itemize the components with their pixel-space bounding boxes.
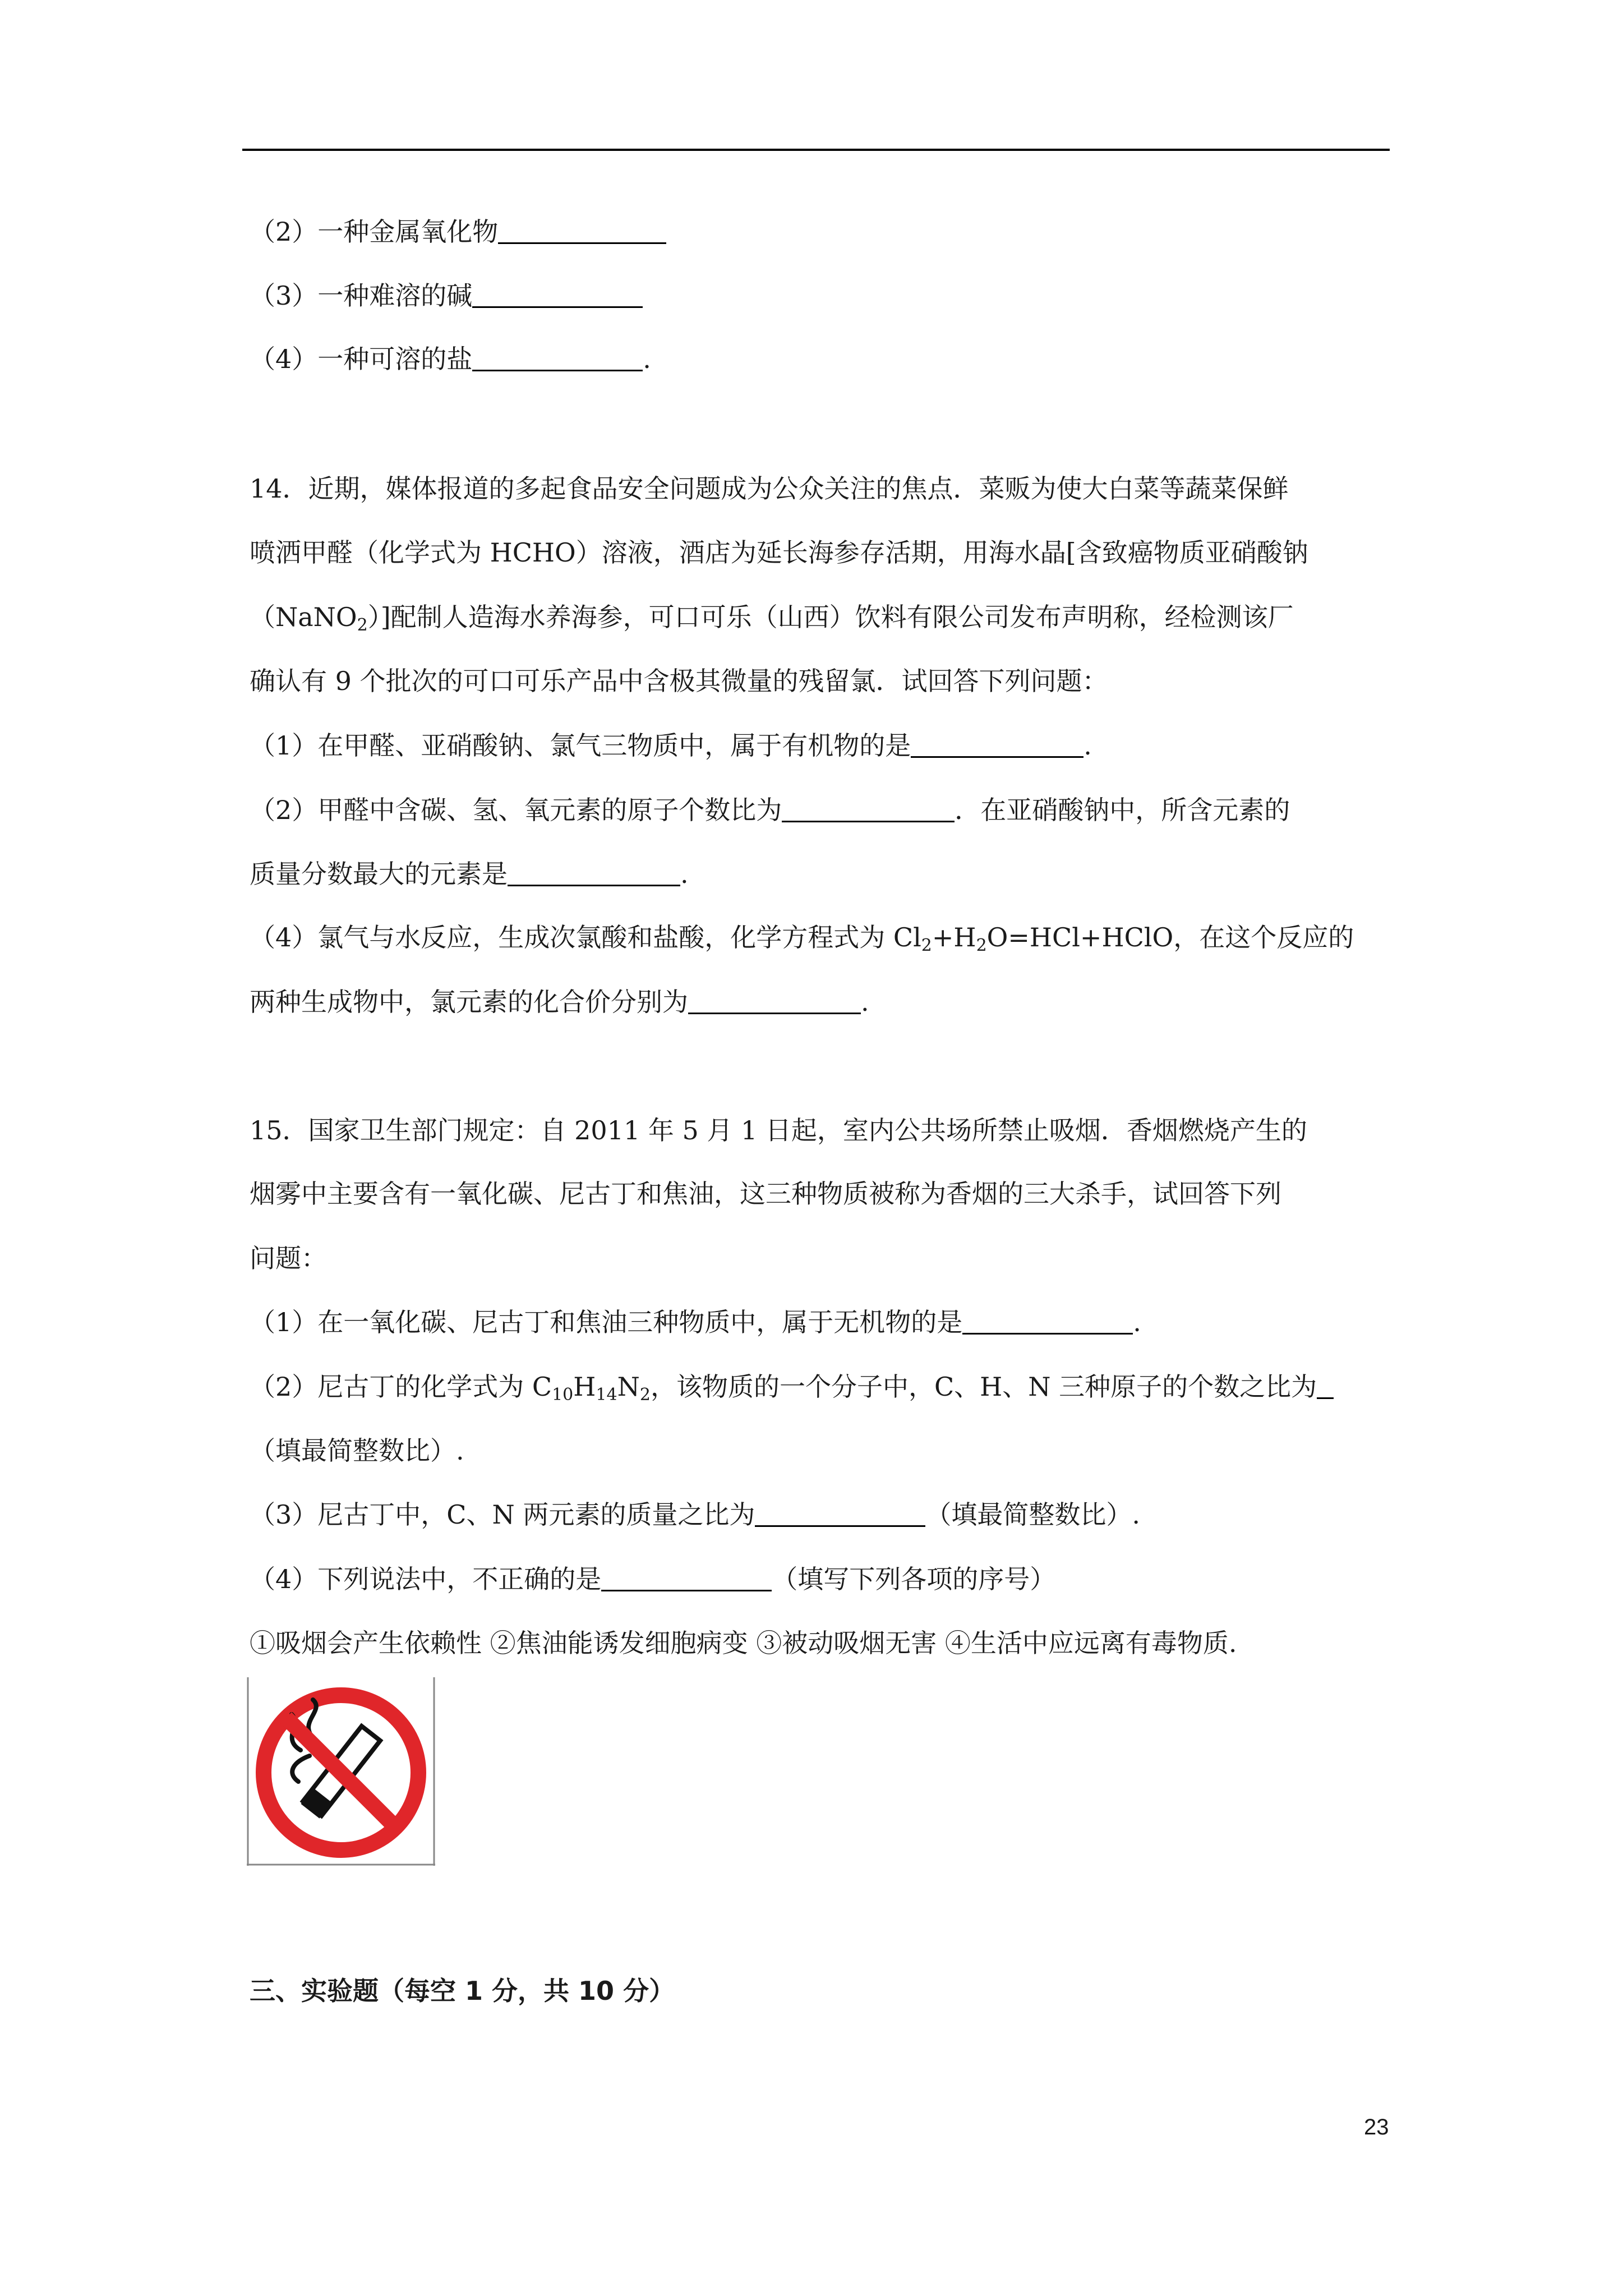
- answer-blank[interactable]: [688, 988, 861, 1014]
- subscript: 2: [976, 936, 987, 955]
- q15-sub-4: [250, 1562, 1055, 1596]
- text: （填最简整数比）.: [925, 1499, 1140, 1530]
- section-heading: 三、实验题（每空 1 分，共 10 分）: [250, 1976, 675, 2006]
- period: .: [1133, 1307, 1141, 1337]
- subscript: 2: [357, 615, 368, 635]
- q13-item-3: [250, 279, 643, 312]
- answer-blank[interactable]: [755, 1501, 925, 1527]
- text: ）]配制人造海水养海参，可口可乐（山西）饮料有限公司发布声明称，经检测该厂: [367, 602, 1294, 632]
- text: 两种生成物中，氯元素的化合价分别为: [250, 987, 688, 1017]
- q13-item-4: [250, 342, 651, 376]
- period: .: [680, 859, 689, 889]
- answer-blank[interactable]: [508, 860, 680, 886]
- answer-blank[interactable]: [498, 218, 666, 244]
- text: +H: [932, 922, 976, 953]
- answer-blank[interactable]: [601, 1565, 772, 1591]
- text: （填写下列各项的序号）: [772, 1564, 1056, 1594]
- period: .: [861, 987, 869, 1017]
- q13-item-2-text: （2）一种金属氧化物: [250, 217, 499, 247]
- answer-blank[interactable]: [472, 345, 643, 371]
- text: （1）在一氧化碳、尼古丁和焦油三种物质中，属于无机物的是: [250, 1307, 963, 1337]
- q14-sub-2-cont: [250, 857, 689, 891]
- q14-sub-2: [250, 793, 1290, 827]
- text: （2）尼古丁的化学式为 C: [250, 1372, 552, 1402]
- q15-sub-3: [250, 1498, 1140, 1531]
- q14-sub-4-cont: [250, 985, 869, 1019]
- q15-stem-line-2: 烟雾中主要含有一氧化碳、尼古丁和焦油，这三种物质被称为香烟的三大杀手，试回答下列: [250, 1179, 1281, 1209]
- text: （NaNO: [250, 602, 357, 632]
- q15-stem-line-1: 15．国家卫生部门规定：自 2011 年 5 月 1 日起，室内公共场所禁止吸烟．香烟燃烧产生的: [250, 1115, 1307, 1145]
- text: 质量分数最大的元素是: [250, 859, 508, 889]
- header-rule: [242, 149, 1390, 151]
- q15-sub-2-cont: （填最简整数比）.: [250, 1435, 464, 1466]
- text: （2）甲醛中含碳、氢、氧元素的原子个数比为: [250, 795, 782, 825]
- period: .: [643, 344, 651, 374]
- text: ，该物质的一个分子中，C、H、N 三种原子的个数之比为: [650, 1372, 1317, 1402]
- q15-sub-2: [250, 1370, 1334, 1404]
- q14-stem-line-2: 喷洒甲醛（化学式为 HCHO）溶液，酒店为延长海参存活期，用海水晶[含致癌物质亚硝酸钠: [250, 537, 1308, 568]
- answer-blank[interactable]: [1317, 1373, 1334, 1399]
- text: （4）下列说法中，不正确的是: [250, 1564, 602, 1594]
- answer-blank[interactable]: [472, 282, 643, 308]
- answer-blank[interactable]: [782, 796, 955, 822]
- text: （3）尼古丁中，C、N 两元素的质量之比为: [250, 1499, 755, 1530]
- period: .: [1083, 730, 1092, 761]
- subscript: 14: [596, 1385, 617, 1405]
- subscript: 10: [552, 1385, 574, 1405]
- text: ．在亚硝酸钠中，所含元素的: [955, 795, 1290, 825]
- q15-stem-line-3: 问题：: [250, 1243, 327, 1273]
- q14-stem-line-1: 14．近期，媒体报道的多起食品安全问题成为公众关注的焦点．菜贩为使大白菜等蔬菜保鲜: [250, 473, 1289, 504]
- subscript: 2: [921, 936, 932, 955]
- q14-stem-line-4: 确认有 9 个批次的可口可乐产品中含极其微量的残留氯．试回答下列问题：: [250, 666, 1108, 696]
- text: O=HCl+HClO，在这个反应的: [986, 922, 1354, 953]
- page-number: 23: [1364, 2115, 1389, 2139]
- text: H: [573, 1372, 596, 1402]
- text: （1）在甲醛、亚硝酸钠、氯气三物质中，属于有机物的是: [250, 730, 911, 761]
- q13-item-2: [250, 215, 666, 249]
- subscript: 2: [639, 1385, 651, 1405]
- answer-blank[interactable]: [911, 731, 1083, 758]
- answer-blank[interactable]: [962, 1308, 1133, 1335]
- q15-options: ①吸烟会产生依赖性 ②焦油能诱发细胞病变 ③被动吸烟无害 ④生活中应远离有毒物质.: [250, 1628, 1237, 1658]
- q15-sub-1: [250, 1305, 1141, 1339]
- q14-stem-line-3: [250, 600, 1294, 634]
- q13-item-3-text: （3）一种难溶的碱: [250, 280, 473, 311]
- q13-item-4-text: （4）一种可溶的盐: [250, 344, 473, 374]
- q14-sub-1: [250, 729, 1092, 762]
- no-smoking-sign-icon: [247, 1677, 435, 1866]
- q14-sub-4: [250, 921, 1354, 954]
- text: （4）氯气与水反应，生成次氯酸和盐酸，化学方程式为 Cl: [250, 922, 921, 953]
- text: N: [617, 1372, 640, 1402]
